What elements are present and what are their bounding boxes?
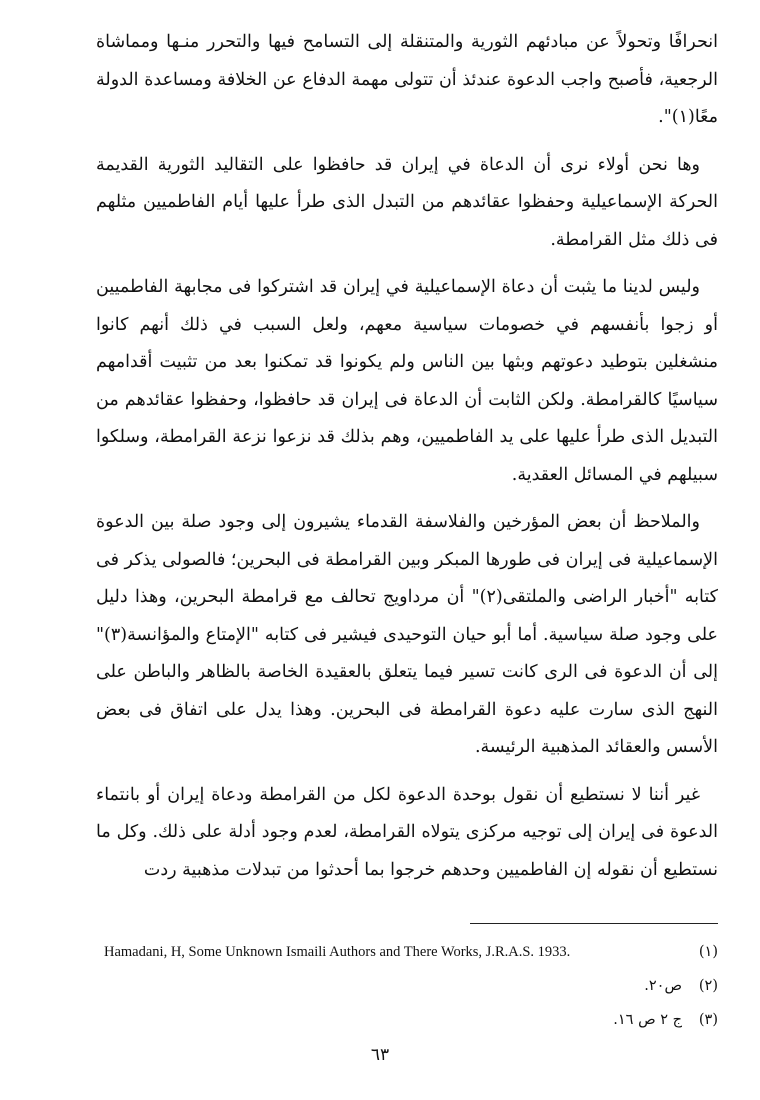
footnote-2-number: (٢) — [698, 978, 718, 994]
footnote-2-text: ص٢٠. — [644, 978, 682, 994]
footnote-divider — [470, 923, 718, 924]
footnote-2 — [96, 969, 718, 1003]
paragraph-4: والملاحظ أن بعض المؤرخين والفلاسفة القدماء يشيرون إلى وجود صلة بين الدعوة الإسماعيلية فى إيران فى طورها المبكر وبين القرامطة فى البحرين؛ فالصولى يذكر فى كتابه "أخبار الراضى والملتقى(٢)" أن مرداويج تحالف مع قرامطة البحرين، وهذا دليل على وجود صلة سياسية. أما أبو حيان التوحيدى فيشير فى كتابه "الإمتاع والمؤانسة(٣)" إلى أن الدعوة فى الرى كانت تسير فيما يتعلق بالعقيدة الخاصة بالظاهر والباطن على النهج الذى سارت عليه دعوة القرامطة فى البحرين. وهذا يدل على اتفاق فى بعض الأسس والعقائد المذهبية الرئيسة. — [96, 512, 718, 757]
paragraph-3: وليس لدينا ما يثبت أن دعاة الإسماعيلية في إيران قد اشتركوا فى مجابهة الفاطميين أو زجوا بأنفسهم في خصومات سياسية معهم، ولعل السبب في ذلك أنهم كانوا منشغلين بتوطيد دعوتهم وبثها بين الناس ولم يكونوا قد تمكنوا بعد من تثبيت أقدامهم سياسيًا كالقرامطة. ولكن الثابت أن الدعاة فى إيران قد حافظوا، وحفظوا عقائدهم من التبديل الذى طرأ عليها على يد الفاطميين، وهم بذلك قد نزعوا نزعة القرامطة، وسلكوا سبيلهم في المسائل العقدية. — [96, 277, 718, 485]
paragraph-2: وها نحن أولاء نرى أن الدعاة في إيران قد حافظوا على التقاليد الثورية القديمة الحركة الإسماعيلية وحفظوا عقائدهم من التبدل الذى طرأ عليها أيام الفاطميين مثلهم فى ذلك مثل القرامطة. — [96, 154, 718, 250]
footnote-3 — [96, 1003, 718, 1037]
footnote-1-text: Hamadani, H, Some Unknown Ismaili Authors and There Works, J.R.A.S. 1933. — [104, 944, 571, 960]
paragraph-1: انحرافًا وتحولاً عن مبادئهم الثورية والمتنقلة إلى التسامح فيها والتحرر منـها ومماشاة الرجعية، فأصبح واجب الدعوة عندئذ أن تتولى مهمة الدفاع عن الخلافة ومساعدة الدولة معًا(١)". — [96, 32, 718, 127]
paragraph-5: غير أننا لا نستطيع أن نقول بوحدة الدعوة لكل من القرامطة ودعاة إيران أو بانتماء الدعوة فى إيران إلى توجيه مركزى يتولاه القرامطة، لعدم وجود أدلة على ذلك. وكل ما نستطيع أن نقوله إن الفاطميين وحدهم خرجوا بما أحدثوا من تبدلات مذهبية ردت — [96, 784, 718, 880]
footnote-3-text: ج ٢ ص ١٦. — [613, 1012, 682, 1028]
page-number: ٦٣ — [370, 1045, 390, 1065]
footnote-1 — [96, 935, 718, 969]
footnote-3-number: (٣) — [698, 1012, 718, 1028]
body-text — [96, 24, 718, 889]
footnotes — [96, 935, 718, 1037]
footnote-1-number: (١) — [698, 944, 718, 960]
